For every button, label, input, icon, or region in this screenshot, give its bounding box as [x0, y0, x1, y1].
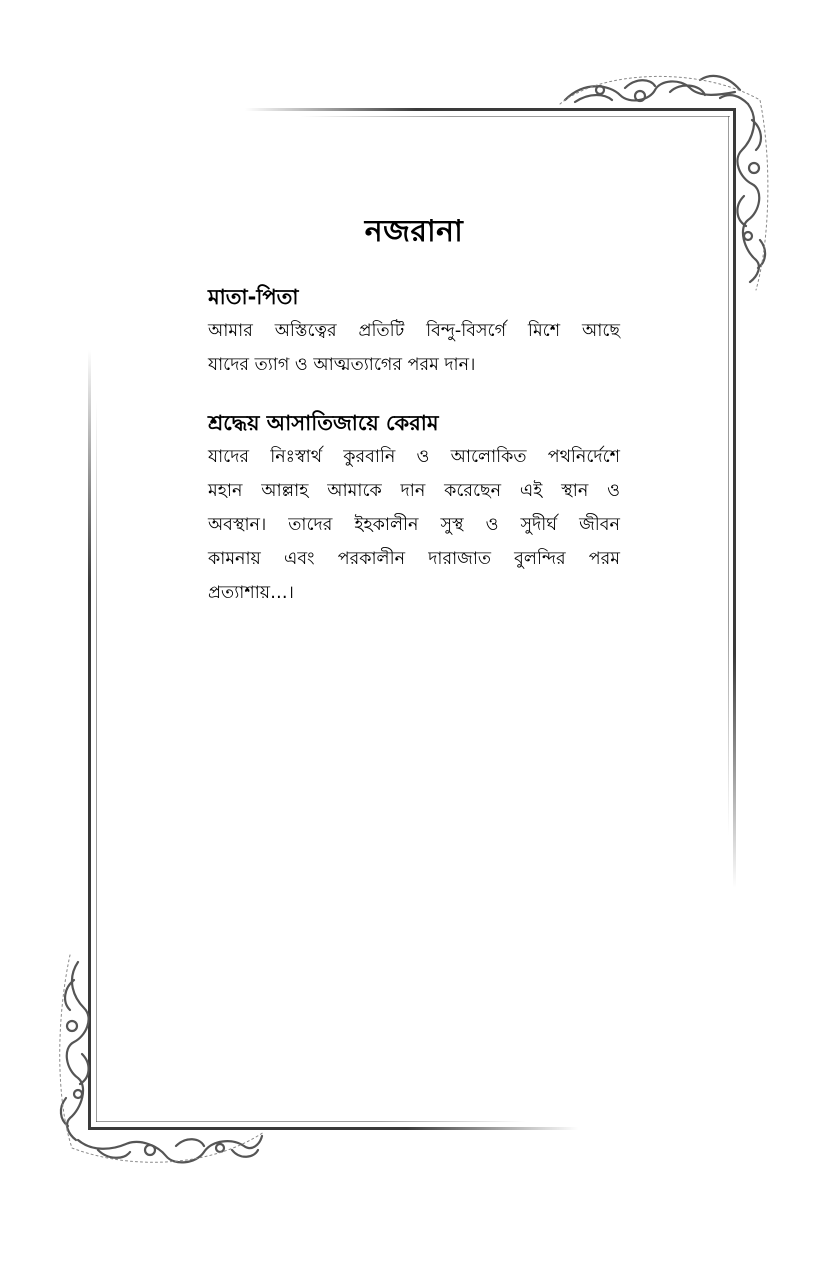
section-parents	[208, 282, 620, 382]
section-paragraph	[208, 440, 620, 610]
section-heading: শ্রদ্ধেয় আসাতিজায়ে কেরাম	[208, 411, 439, 435]
text-line: মহান আল্লাহ আমাকে দান করেছেন এই স্থান ও	[208, 481, 620, 501]
text-line: আমার অস্তিত্বের প্রতিটি বিন্দু-বিসর্গে মিশে আছে	[208, 321, 620, 341]
section-paragraph	[208, 314, 620, 382]
section-teachers	[208, 408, 620, 610]
page-content	[208, 212, 620, 610]
text-line: প্রত্যাশায়…।	[208, 583, 294, 603]
text-line: কামনায় এবং পরকালীন দারাজাত বুলন্দির পরম	[208, 549, 620, 569]
text-line: যাদের ত্যাগ ও আত্মত্যাগের পরম দান।	[208, 355, 476, 375]
section-heading: মাতা-পিতা	[208, 285, 299, 309]
text-line: যাদের নিঃস্বার্থ কুরবানি ও আলোকিত পথনির্দেশে	[208, 447, 620, 467]
text-line: অবস্থান। তাদের ইহকালীন সুস্থ ও সুদীর্ঘ জীবন	[208, 515, 620, 535]
page-title: নজরানা	[364, 214, 464, 249]
